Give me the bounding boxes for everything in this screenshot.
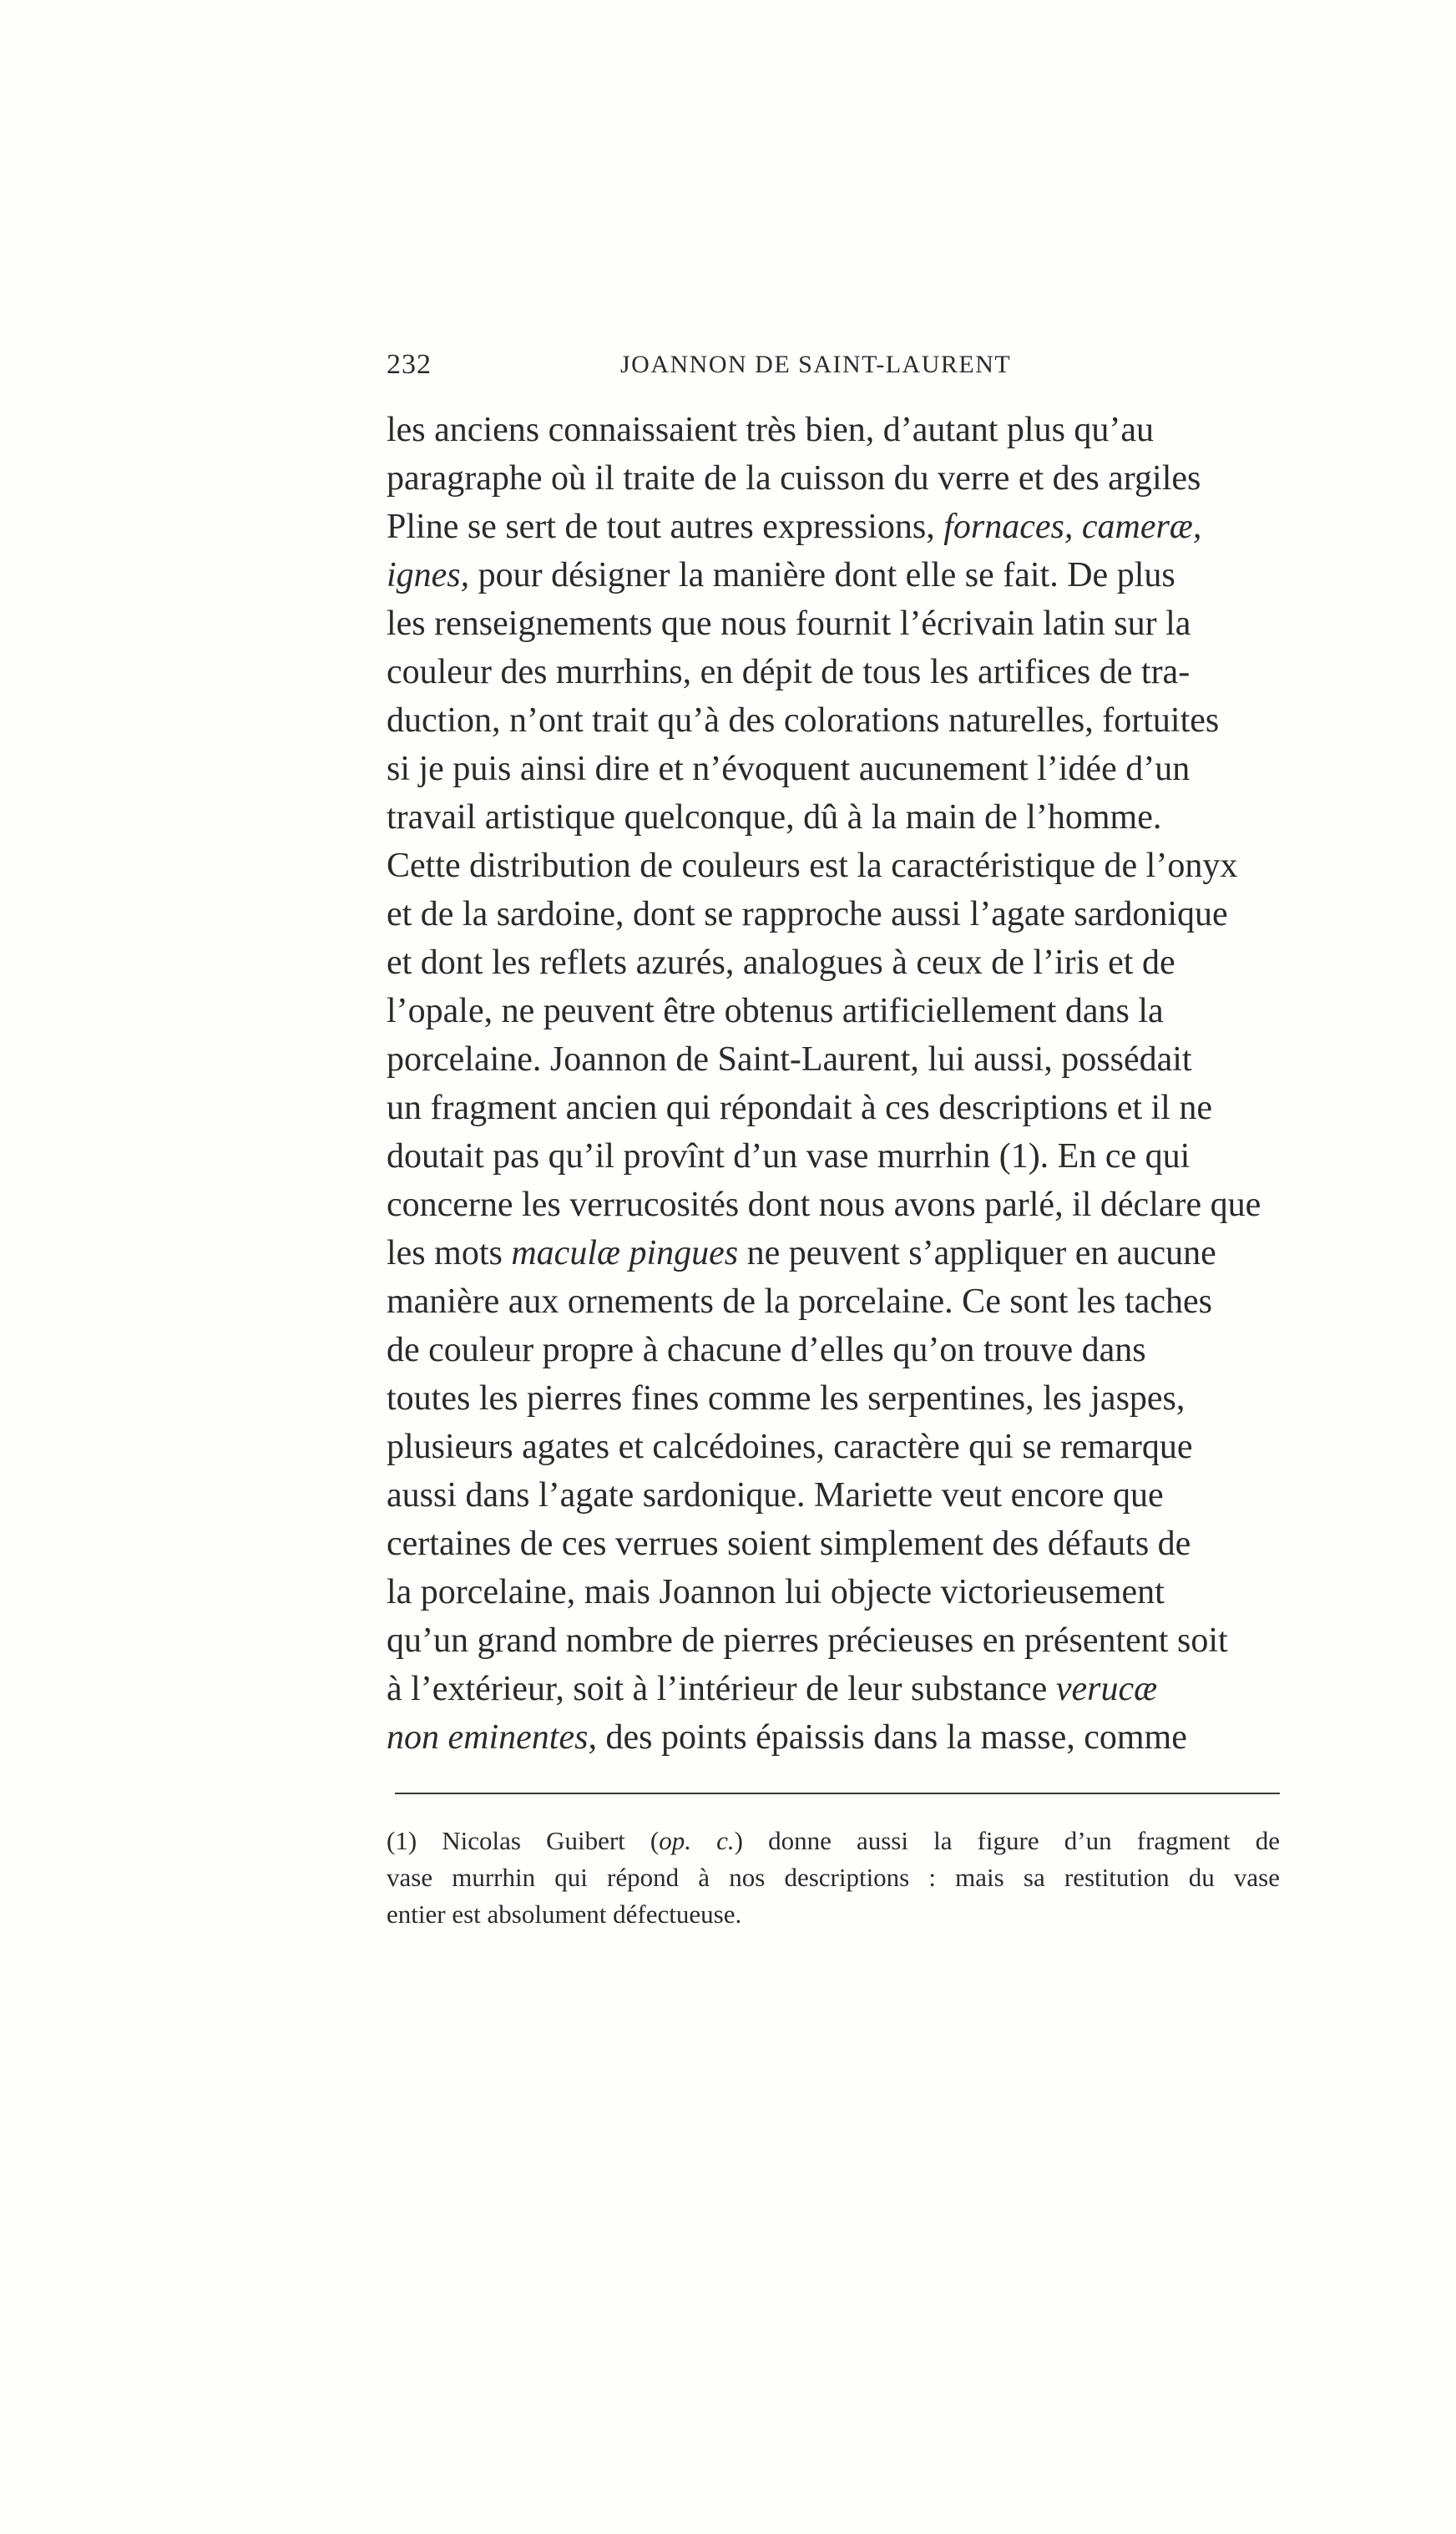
text-line: les anciens connaissaient très bien, d’autant plus qu’au — [387, 411, 1155, 449]
text-line: qu’un grand nombre de pierres précieuses en présentent soit — [387, 1621, 1228, 1660]
text-line: ignes, pour désigner la manière dont elle se fait. De plus — [387, 556, 1175, 594]
body-text — [387, 406, 1261, 1762]
footnote-line: vase murrhin qui répond à nos descriptions : mais sa restitution du vase — [387, 1863, 1280, 1892]
page-number: 232 — [387, 349, 432, 380]
footnote-rule — [395, 1793, 1280, 1794]
text-line: travail artistique quelconque, dû à la main de l’homme. — [387, 798, 1162, 837]
text-line: un fragment ancien qui répondait à ces descriptions et il ne — [387, 1089, 1212, 1127]
footnote-line: entier est absolument défectueuse. — [387, 1899, 742, 1929]
text-line: de couleur propre à chacune d’elles qu’on trouve dans — [387, 1331, 1146, 1369]
text-line: la porcelaine, mais Joannon lui objecte victorieusement — [387, 1573, 1165, 1611]
running-head: JOANNON DE SAINT-LAURENT — [620, 351, 1012, 378]
text-line: et de la sardoine, dont se rapproche aussi l’agate sardonique — [387, 895, 1228, 933]
text-line: doutait pas qu’il provînt d’un vase murrhin (1). En ce qui — [387, 1137, 1191, 1176]
text-line: concerne les verrucosités dont nous avons parlé, il déclare que — [387, 1186, 1261, 1224]
text-line: plusieurs agates et calcédoines, caractère qui se remarque — [387, 1428, 1193, 1466]
text-line: paragraphe où il traite de la cuisson du verre et des argiles — [387, 459, 1201, 498]
text-line: aussi dans l’agate sardonique. Mariette veut encore que — [387, 1476, 1164, 1515]
text-line: toutes les pierres fines comme les serpentines, les jaspes, — [387, 1379, 1186, 1418]
text-line: les mots maculæ pingues ne peuvent s’appliquer en aucune — [387, 1234, 1216, 1272]
text-line: l’opale, ne peuvent être obtenus artificiellement dans la — [387, 992, 1164, 1030]
text-line: et dont les reflets azurés, analogues à ceux de l’iris et de — [387, 943, 1175, 982]
page-header — [387, 342, 1046, 392]
text-line: Cette distribution de couleurs est la caractéristique de l’onyx — [387, 847, 1238, 885]
footnote — [387, 1823, 1280, 1933]
text-line: non eminentes, des points épaissis dans la masse, comme — [387, 1718, 1187, 1757]
footnote-line: (1) Nicolas Guibert (op. c.) donne aussi la figure d’un fragment de — [387, 1826, 1280, 1855]
text-line: Pline se sert de tout autres expressions, fornaces, cameræ, — [387, 508, 1202, 546]
text-line: manière aux ornements de la porcelaine. Ce sont les taches — [387, 1282, 1212, 1321]
text-line: les renseignements que nous fournit l’écrivain latin sur la — [387, 604, 1191, 643]
text-line: si je puis ainsi dire et n’évoquent aucunement l’idée d’un — [387, 750, 1191, 788]
text-line: certaines de ces verrues soient simplement des défauts de — [387, 1525, 1191, 1563]
text-line: duction, n’ont trait qu’à des colorations naturelles, fortuites — [387, 701, 1220, 740]
text-line: porcelaine. Joannon de Saint-Laurent, lui aussi, possédait — [387, 1040, 1192, 1079]
text-line: couleur des murrhins, en dépit de tous les artifices de tra- — [387, 653, 1191, 691]
text-line: à l’extérieur, soit à l’intérieur de leur substance verucæ — [387, 1670, 1158, 1708]
